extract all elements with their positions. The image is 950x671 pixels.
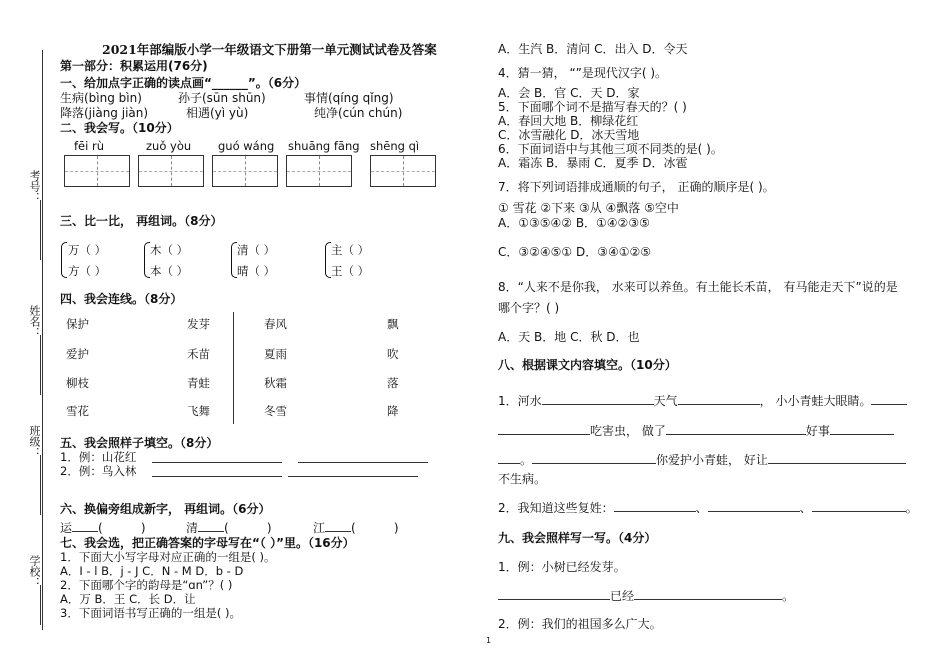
- q3-word: 王（ ）: [331, 264, 370, 278]
- right-q6: 6．下面词语中与其他三项不同类的是( )。: [498, 142, 723, 156]
- q4-left-word: 雪花: [66, 404, 89, 418]
- q6-char: 江: [313, 521, 326, 535]
- fill-blank[interactable]: [830, 434, 894, 435]
- field-line-class: [40, 455, 41, 515]
- right-q7-options-b: C．③②④⑤① D．③④①②⑤: [498, 245, 652, 259]
- writing-grid-1[interactable]: [64, 155, 130, 187]
- q4-verb: 落: [387, 376, 399, 390]
- q7-line: 2．下面哪个字的韵母是“ɑn”？( ): [60, 578, 233, 592]
- q6-heading: 六、换偏旁组成新字， 再组词。（6分）: [60, 502, 271, 516]
- q5-item-2: 2．例：鸟入林: [60, 464, 137, 478]
- q1-item-5: 相遇(yì yù): [186, 106, 249, 120]
- fill-blank[interactable]: [678, 404, 760, 405]
- q3-brace-1: [61, 242, 67, 278]
- q4-mid-word: 发芽: [187, 317, 210, 331]
- q7-line: A．I - l B．j - J C．N - M D．b - D: [60, 564, 244, 578]
- q5-heading: 五、我会照样子填空。（8分）: [60, 436, 219, 450]
- fill-blank[interactable]: [666, 434, 806, 435]
- q1-item-4: 降落(jiàng jiàn): [60, 106, 149, 120]
- q1-item-3: 事情(qíng qǐng): [304, 91, 394, 105]
- q3-word: 方（ ）: [68, 264, 107, 278]
- right-q4-options: A．会 B．官 C．天 D．家: [498, 86, 640, 100]
- q5-blank[interactable]: [298, 462, 428, 463]
- q3-word: 万（ ）: [68, 243, 107, 257]
- label-exam-no: 考号：: [28, 170, 41, 203]
- q4-right-word: 春风: [264, 317, 287, 331]
- q4-right-word: 秋霜: [264, 376, 287, 390]
- fill-blank[interactable]: [498, 463, 520, 464]
- fill-blank[interactable]: [768, 463, 906, 464]
- page-title: 2021年部编版小学一年级语文下册第一单元测试试卷及答案: [102, 42, 437, 57]
- q4-verb: 飘: [387, 317, 399, 331]
- q3-word: 主（ ）: [331, 243, 370, 257]
- q7-heading: 七、我会选，把正确答案的字母写在“（ ）”里。（16分）: [60, 536, 355, 550]
- part1-heading: 第一部分：积累运用(76分): [60, 59, 208, 73]
- q7-line: A．万 B．王 C．长 D．让: [60, 592, 196, 606]
- q4-left-word: 柳枝: [66, 376, 89, 390]
- fill-text: ， 小小青蛙大眼睛。: [759, 394, 872, 408]
- fill-blank[interactable]: [812, 511, 906, 512]
- fill-text: 天气: [653, 394, 678, 408]
- q1-item-2: 孙子(sūn shūn): [178, 91, 266, 105]
- fill-blank[interactable]: [498, 599, 610, 600]
- fill-text: 吃害虫， 做了: [590, 424, 666, 438]
- q6-item-2: 清 ( ): [186, 521, 272, 535]
- q4-mid-word: 青蛙: [187, 376, 210, 390]
- label-school: 学校：: [28, 555, 41, 588]
- label-name: 姓名：: [28, 305, 41, 338]
- q2-pinyin-4: shuāng fāng: [288, 139, 360, 153]
- q6-item-1: 运 ( ): [60, 521, 146, 535]
- q6-char: 运: [60, 521, 73, 535]
- q4-mid-word: 禾苗: [187, 347, 210, 361]
- fill-text: 你爱护小青蛙， 好让: [656, 453, 768, 467]
- section9-heading: 九、我会照样写一写。（4分）: [498, 531, 657, 545]
- q6-item-3: 江 ( ): [313, 521, 399, 535]
- right-q7: 7．将下列词语排成通顺的句子， 正确的顺序是( )。: [498, 180, 775, 194]
- fill-text: 。: [520, 453, 533, 467]
- right-q5-options-a: A．春回大地 B．柳绿花红: [498, 114, 639, 128]
- writing-grid-5[interactable]: [370, 155, 436, 187]
- q3-heading: 三、比一比， 再组词。（8分）: [60, 214, 223, 228]
- q1-item-6: 纯净(cún chún): [314, 106, 403, 120]
- right-options-1: A．生汽 B．清问 C．出入 D．令天: [498, 42, 688, 56]
- fill-text: 1．河水: [498, 394, 542, 408]
- fill-blank[interactable]: [532, 463, 656, 464]
- q3-word: 清（ ）: [237, 243, 276, 257]
- q5-blank[interactable]: [152, 476, 282, 477]
- fill-line-1: [498, 392, 907, 409]
- right-q8-line1: 8．“人来不是你我， 水来可以养鱼。有土能长禾苗， 有马能走天下”说的是: [498, 280, 898, 294]
- fill-blank[interactable]: [871, 404, 907, 405]
- right-q8-line2: 哪个字？( ): [498, 301, 560, 315]
- field-line-name: [40, 335, 41, 395]
- q6-char: 清: [186, 521, 199, 535]
- q3-word: 木（ ）: [150, 243, 189, 257]
- right-q6-options: A．霜冻 B．暴雨 C．夏季 D．冰雹: [498, 156, 688, 170]
- fill-text: 2．我知道这些复姓：: [498, 501, 614, 515]
- q4-mid-word: 飞舞: [187, 404, 210, 418]
- q4-left-word: 爱护: [66, 347, 89, 361]
- fill-line-4: 不生病。: [498, 472, 547, 486]
- q1-item-1: 生病(bìng bìn): [60, 91, 142, 105]
- fill-line-3: [498, 451, 906, 468]
- q2-pinyin-2: zuǒ yòu: [146, 139, 192, 153]
- q5-item-1: 1．例：山花红: [60, 450, 137, 464]
- q1-heading: 一、给加点字正确的读点画“______”。（6分）: [60, 76, 307, 90]
- example-1-fill: 已经 。: [498, 587, 794, 604]
- q3-word: 晴（ ）: [237, 264, 276, 278]
- fill-blank[interactable]: [498, 434, 590, 435]
- fill-blank[interactable]: [614, 511, 696, 512]
- binding-line: [42, 50, 43, 630]
- q2-pinyin-5: shēng qì: [370, 139, 420, 153]
- right-q8-options: A．天 B．地 C．秋 D．也: [498, 330, 640, 344]
- q7-line: 1．下面大小写字母对应正确的一组是( )。: [60, 550, 276, 564]
- q3-word: 本（ ）: [150, 264, 189, 278]
- fill-line-5: 2．我知道这些复姓： 、 、 。: [498, 501, 918, 515]
- q2-heading: 二、我会写。（10分）: [60, 121, 179, 135]
- writing-grid-4[interactable]: [286, 155, 352, 187]
- section8-heading: 八、根据课文内容填空。（10分）: [498, 358, 677, 372]
- q4-divider: [233, 312, 234, 424]
- writing-grid-2[interactable]: [138, 155, 204, 187]
- q4-right-word: 冬雪: [264, 404, 287, 418]
- fill-blank[interactable]: [708, 511, 800, 512]
- q2-pinyin-1: fēi rù: [74, 139, 104, 153]
- fill-line-2: [498, 422, 894, 439]
- fill-blank[interactable]: [542, 404, 654, 405]
- q4-right-word: 夏雨: [264, 347, 287, 361]
- label-class: 班级：: [28, 425, 41, 458]
- fill-text: 已经: [610, 589, 635, 603]
- q5-blank[interactable]: [288, 476, 418, 477]
- q4-left-word: 保护: [66, 317, 89, 331]
- q4-heading: 四、我会连线。（8分）: [60, 292, 183, 306]
- q2-pinyin-3: guó wáng: [218, 139, 275, 153]
- example-1: 1．例：小树已经发芽。: [498, 560, 626, 574]
- q4-verb: 吹: [387, 347, 399, 361]
- q4-verb: 降: [387, 404, 399, 418]
- right-q5-options-b: C．冰雪融化 D．冰天雪地: [498, 128, 640, 142]
- right-q4: 4．猜一猜， “”是现代汉字( )。: [498, 66, 668, 80]
- fill-text: 好事: [805, 424, 830, 438]
- q5-blank[interactable]: [152, 462, 282, 463]
- right-q5: 5．下面哪个词不是描写春天的？( ): [498, 100, 687, 114]
- page-number: 1: [486, 636, 492, 645]
- field-line-exam: [40, 200, 41, 260]
- right-q7-options-a: A．①③⑤④② B．①④②③⑤: [498, 216, 650, 230]
- field-line-school: [40, 585, 41, 625]
- q7-line: 3．下面词语书写正确的一组是( )。: [60, 606, 241, 620]
- fill-blank[interactable]: [634, 599, 782, 600]
- writing-grid-3[interactable]: [212, 155, 278, 187]
- example-2: 2．例：我们的祖国多么广大。: [498, 617, 662, 631]
- right-q7-words: ① 雪花 ②下来 ③从 ④飘落 ⑤空中: [498, 201, 679, 215]
